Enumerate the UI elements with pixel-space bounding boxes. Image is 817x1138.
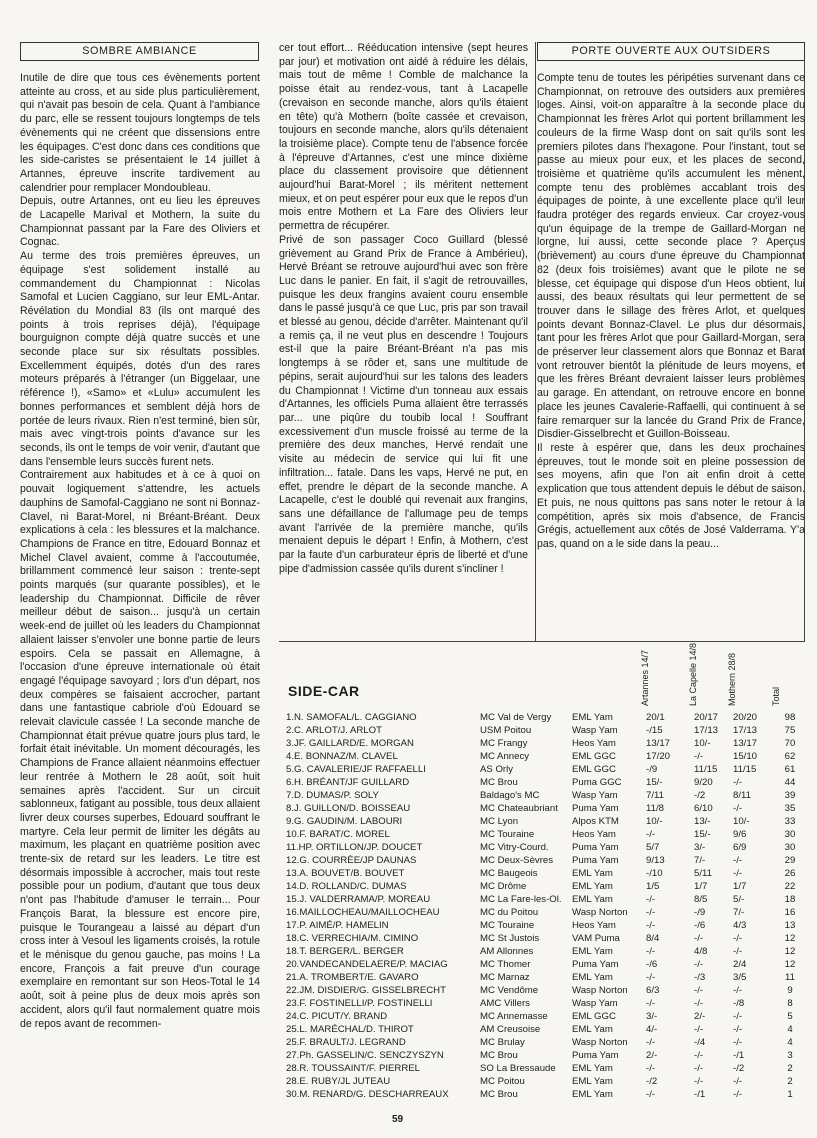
- result-mothern: 6/9: [733, 842, 747, 853]
- paragraph: cer tout effort... Rééducation intensive (sept heures par jour) et motivation ont aidé à réduire les délais, mais tout de même ! Comble de malchance la poisse était au rendez-vous, tant à Lacapelle (crevaison en seconde manche, alors qu'ils étaient en tête) qu'à Mothern (boîte cassée et crevaison, toujours en seconde manche, alors qu'ils détenaient la troisième place). Compte tenu de l'absence forcée à l'épreuve d'Artannes, c'est une mince dixième place du classement provisoire que détiennent aujourd'hui Barat-Morel ; ils méritent nettement mieux, et on peut espérer pour eux que le repos d'un mois entre Mothern et La Fare des Oliviers leur permettra de récupérer.: [279, 42, 528, 233]
- table-row: [286, 906, 806, 919]
- result-artannes: -/-: [646, 829, 656, 840]
- table-row: [286, 1088, 806, 1101]
- result-la-capelle: 4/8: [694, 946, 708, 957]
- club: MC La Fare-les-Ol.: [480, 894, 562, 905]
- result-mothern: 1/7: [733, 881, 747, 892]
- result-mothern: -/-: [733, 1037, 743, 1048]
- result-la-capelle: -/-: [694, 985, 704, 996]
- result-la-capelle: -/-: [694, 1076, 704, 1087]
- result-la-capelle: 3/-: [694, 842, 706, 853]
- result-la-capelle: -/-: [694, 998, 704, 1009]
- result-la-capelle: -/2: [694, 790, 706, 801]
- machine: Puma Yam: [572, 959, 619, 970]
- machine: Puma Yam: [572, 855, 619, 866]
- crew-names: 8.J. GUILLON/D. BOISSEAU: [286, 803, 411, 814]
- result-la-capelle: 5/11: [694, 868, 712, 879]
- table-row: [286, 776, 806, 789]
- machine: EML Yam: [572, 712, 613, 723]
- column-header-la-capelle: La Capelle 14/8: [688, 642, 698, 706]
- club: MC Vendôme: [480, 985, 539, 996]
- result-la-capelle: -/-: [694, 1063, 704, 1074]
- club: MC Poitou: [480, 1076, 525, 1087]
- crew-names: 24.C. PICUT/Y. BRAND: [286, 1011, 388, 1022]
- crew-names: 20.VANDECANDELAERE/P. MACIAG: [286, 959, 448, 970]
- result-mothern: 15/10: [733, 751, 758, 762]
- club: MC Lyon: [480, 816, 519, 827]
- result-mothern: 10/-: [733, 816, 750, 827]
- total-points: 35: [784, 803, 796, 814]
- table-row: [286, 841, 806, 854]
- result-mothern: 11/15: [733, 764, 757, 775]
- result-la-capelle: 1/7: [694, 881, 708, 892]
- table-row: [286, 789, 806, 802]
- paragraph: Depuis, outre Artannes, ont eu lieu les épreuves de Lacapelle Marival et Mothern, la suite du Championnat passant par la Fare des Oliviers et Cognac.: [20, 195, 260, 249]
- crew-names: 25.F. BRAULT/J. LEGRAND: [286, 1037, 406, 1048]
- machine: EML GGC: [572, 1011, 616, 1022]
- crew-names: 6.H. BRÉANT/JF GUILLARD: [286, 777, 410, 788]
- club: AM Creusoise: [480, 1024, 541, 1035]
- result-la-capelle: -/-: [694, 1024, 704, 1035]
- result-la-capelle: -/-: [694, 959, 704, 970]
- club: MC Vitry-Courd.: [480, 842, 549, 853]
- table-row: [286, 932, 806, 945]
- result-artannes: -/-: [646, 946, 656, 957]
- crew-names: 12.G. COURRÈE/JP DAUNAS: [286, 855, 417, 866]
- total-points: 2: [787, 1076, 793, 1087]
- club: MC Brou: [480, 1089, 518, 1100]
- club: MC Drôme: [480, 881, 527, 892]
- total-points: 62: [784, 751, 796, 762]
- total-points: 70: [784, 738, 796, 749]
- result-la-capelle: 2/-: [694, 1011, 706, 1022]
- club: SO La Bressaude: [480, 1063, 556, 1074]
- club: AS Orly: [480, 764, 514, 775]
- result-la-capelle: 15/-: [694, 829, 711, 840]
- middle-article-column: [279, 42, 528, 576]
- machine: Wasp Yam: [572, 790, 618, 801]
- crew-names: 16.MAILLOCHEAU/MAILLOCHEAU: [286, 907, 440, 918]
- club: MC Brou: [480, 777, 518, 788]
- result-artannes: 1/5: [646, 881, 660, 892]
- club: MC du Poitou: [480, 907, 539, 918]
- crew-names: 25.L. MARÉCHAL/D. THIROT: [286, 1024, 414, 1035]
- result-la-capelle: 11/15: [694, 764, 718, 775]
- machine: Wasp Yam: [572, 725, 618, 736]
- total-points: 30: [784, 842, 796, 853]
- right-article-column: [537, 42, 805, 552]
- result-mothern: -/-: [733, 985, 743, 996]
- table-row: [286, 828, 806, 841]
- result-artannes: -/6: [646, 959, 658, 970]
- crew-names: 21.A. TROMBERT/E. GAVARO: [286, 972, 419, 983]
- machine: VAM Puma: [572, 933, 620, 944]
- total-points: 44: [784, 777, 796, 788]
- table-row: [286, 763, 806, 776]
- results-table: [286, 711, 806, 1101]
- crew-names: 4.E. BONNAZ/M. CLAVEL: [286, 751, 398, 762]
- club: MC Frangy: [480, 738, 528, 749]
- total-points: 18: [784, 894, 796, 905]
- machine: Wasp Norton: [572, 1037, 628, 1048]
- result-mothern: -/-: [733, 946, 743, 957]
- result-mothern: -/-: [733, 1024, 743, 1035]
- crew-names: 28.E. RUBY/JL JUTEAU: [286, 1076, 391, 1087]
- crew-names: 7.D. DUMAS/P. SOLY: [286, 790, 379, 801]
- crew-names: 22.JM. DISDIER/G. GISSELBRECHT: [286, 985, 446, 996]
- crew-names: 30.M. RENARD/G. DESCHARREAUX: [286, 1089, 449, 1100]
- result-la-capelle: -/4: [694, 1037, 706, 1048]
- machine: Heos Yam: [572, 920, 616, 931]
- machine: EML Yam: [572, 972, 613, 983]
- table-top-rule: [279, 641, 805, 643]
- table-row: [286, 711, 806, 724]
- club: MC Val de Vergy: [480, 712, 552, 723]
- total-points: 3: [787, 1050, 793, 1061]
- result-artannes: -/10: [646, 868, 663, 879]
- table-row: [286, 737, 806, 750]
- section-heading-porte-ouverte: PORTE OUVERTE AUX OUTSIDERS: [537, 42, 805, 61]
- machine: EML Yam: [572, 1063, 613, 1074]
- paragraph: Compte tenu de toutes les péripéties survenant dans ce Championnat, on retrouve des outsiders aux premières loges. Ainsi, voit-on apparaître à la seconde place du Championnat les frères Arlot qui portent brillamment les couleurs de la firme Wasp dont on sait qu'ils sont les premiers pilotes dans l'hexagone. Pour l'instant, tout se passe au mieux pour eux, et les places de second, troisième et quatrième qu'ils accumulent les mènent, compte tenu des problèmes accablant trois des équipages de pointe, à une excellente place qu'il leur faudra protéger des regards envieux. Car croyez-vous qu'un équipage de la trempe de Gaillard-Morgan ne lorgne, lui aussi, cette seconde place ? Aperçus (brièvement) au cours d'une épreuve du Championnat 82 (deux fois troisièmes) avant que le pilote ne se blesse, cet équipage qui dispose d'un Heos obtient, lui aussi, des beaux résultats qui leur permettent de se trouver dans le sillage des frères Arlot, et quelques points devant Bonnaz-Clavel. Le plus dur désormais, tant pour les frères Arlot que pour Gaillard-Morgan, sera de préserver leur classement alors que Bonnaz et Barat vont retrouver bientôt la plénitude de leurs moyens, et que les frères Bréant devraient laisser leurs problèmes au garage. En attendant, on retrouve encore en bonne place les jeunes Cavalerie-Raffaelli, qui continuent à se faire remarquer sur la lancée du Grand Prix de France, Disdier-Gisselbrecht et Guillon-Boisseau.: [537, 72, 805, 441]
- total-points: 39: [784, 790, 796, 801]
- result-la-capelle: 17/13: [694, 725, 719, 736]
- table-row: [286, 1075, 806, 1088]
- result-mothern: -/-: [733, 933, 743, 944]
- table-row: [286, 971, 806, 984]
- result-artannes: 9/13: [646, 855, 665, 866]
- table-row: [286, 945, 806, 958]
- result-artannes: -/-: [646, 972, 656, 983]
- result-artannes: -/-: [646, 1063, 656, 1074]
- table-row: [286, 1049, 806, 1062]
- column-header-artannes: Artannes 14/7: [640, 649, 650, 706]
- result-artannes: -/15: [646, 725, 663, 736]
- club: MC Touraine: [480, 920, 535, 931]
- total-points: 9: [787, 985, 793, 996]
- result-artannes: -/-: [646, 1037, 656, 1048]
- total-points: 22: [784, 881, 796, 892]
- result-artannes: -/-: [646, 907, 656, 918]
- result-artannes: 15/-: [646, 777, 663, 788]
- paragraph: Au terme des trois premières épreuves, un équipage s'est solidement installé au commandement du Championnat : Nicolas Samofal et Lucien Caggiano, sur leur EML-Antar. Révélation du Mondial 83 (ils ont marqué des points à trois reprises déjà), l'équipage bourguignon compte déjà quatre succès et une seconde place sur six résultats possibles. Excellemment équipés, dotés d'un des rares moteurs préparés à l'étranger (un Biggelaar, une référence !), «Samo» et «Lulu» accumulent les bonnes performances et semblent déjà hors de portée de leurs rivaux. Rien n'est terminé, bien sûr, mais avec vingt-trois points d'avance sur les seconds, ils ont le temps de voir venir, d'autant que dans l'ensemble leurs succès furent nets.: [20, 250, 260, 468]
- result-artannes: 13/17: [646, 738, 671, 749]
- result-artannes: -/-: [646, 920, 656, 931]
- result-la-capelle: -/6: [694, 920, 706, 931]
- total-points: 4: [787, 1037, 793, 1048]
- total-points: 98: [784, 712, 796, 723]
- total-points: 4: [787, 1024, 793, 1035]
- paragraph: Il reste à espérer que, dans les deux prochaines épreuves, tout le monde soit en pleine possession de ses moyens, afin que l'on ait enfin droit à cette explication que tous attendent depuis le début de saison. Et puis, ne nous quittons pas sans noter le retour à la compétition, après six mois d'absence, de Francis Grégis, actuellement aux côtés de José Valderrama. Y'a pas, quand on a le side dans la peau...: [537, 441, 805, 550]
- column-header-mothern: Mothern 28/8: [727, 652, 737, 706]
- club: MC St Justois: [480, 933, 540, 944]
- crew-names: 14.D. ROLLAND/C. DUMAS: [286, 881, 407, 892]
- crew-names: 9.G. GAUDIN/M. LABOURI: [286, 816, 403, 827]
- column-header-total: Total: [771, 686, 781, 706]
- crew-names: 10.F. BARAT/C. MOREL: [286, 829, 390, 840]
- result-artannes: 6/3: [646, 985, 660, 996]
- club: MC Brou: [480, 1050, 518, 1061]
- result-la-capelle: -/-: [694, 1050, 704, 1061]
- club: MC Baugeois: [480, 868, 538, 879]
- left-article-column: [20, 42, 260, 1031]
- total-points: 2: [787, 1063, 793, 1074]
- section-heading-sombre-ambiance: SOMBRE AMBIANCE: [20, 42, 259, 61]
- result-mothern: -/-: [733, 855, 743, 866]
- total-points: 8: [787, 998, 793, 1009]
- table-row: [286, 1023, 806, 1036]
- total-points: 13: [784, 920, 796, 931]
- result-la-capelle: -/3: [694, 972, 706, 983]
- machine: EML Yam: [572, 868, 613, 879]
- crew-names: 28.R. TOUSSAINT/F. PIERREL: [286, 1063, 420, 1074]
- result-la-capelle: -/-: [694, 751, 704, 762]
- machine: EML Yam: [572, 881, 613, 892]
- club: Baldago's MC: [480, 790, 540, 801]
- paragraph: Privé de son passager Coco Guillard (blessé grièvement au Grand Prix de France à Ambérieu), Hervé Bréant se retrouve aujourd'hui avec son frère Luc dans le panier. En fait, il s'agit de retrouvailles, puisque les deux frangins avaient couru ensemble dans le passé jusqu'à ce que Luc, pris par son travail et blessé au genou, décide d'arrêter. Maintenant qu'il a remis ça, il ne veut plus en descendre ! Toujours est-il que la paire Bréant-Bréant n'a pas mis longtemps à se rôder et, sans une multitude de pépins, serait aujourd'hui sur les talons des leaders du Championnat ! Victime d'un tonneau aux essais d'Artannes, les officiels Puma allaient être terrassés par... une piqûre du toubib local ! Souffrant excessivement d'un muscle froissé au terme de la première des deux manches, Hervé rendait une visite au médecin de service qui lui fit une infiltration... fatale. Dans les vaps, Hervé ne put, en effet, prendre le départ de la seconde manche. A Lacapelle, c'est le doublé qui revenait aux frangins, sans une défaillance de l'allumage peu de temps avant l'arrivée de la première manche, qu'ils menaient depuis le départ ! Enfin, à Mothern, c'est par la faute d'un carburateur épris de liberté et d'une pipe d'admission cassée qu'ils durent s'incliner !: [279, 233, 528, 575]
- result-mothern: -/8: [733, 998, 745, 1009]
- crew-names: 18.T. BERGER/L. BERGER: [286, 946, 404, 957]
- table-row: [286, 750, 806, 763]
- table-row: [286, 867, 806, 880]
- result-la-capelle: -/1: [694, 1089, 706, 1100]
- crew-names: 1.N. SAMOFAL/L. CAGGIANO: [286, 712, 417, 723]
- table-row: [286, 1010, 806, 1023]
- table-row: [286, 854, 806, 867]
- table-row: [286, 815, 806, 828]
- table-row: [286, 724, 806, 737]
- result-mothern: 9/6: [733, 829, 747, 840]
- table-row: [286, 1062, 806, 1075]
- result-mothern: -/-: [733, 1076, 743, 1087]
- total-points: 26: [784, 868, 796, 879]
- club: MC Chateaubriant: [480, 803, 558, 814]
- result-mothern: -/2: [733, 1063, 745, 1074]
- total-points: 11: [785, 972, 795, 983]
- result-la-capelle: 7/-: [694, 855, 706, 866]
- result-mothern: 5/-: [733, 894, 745, 905]
- machine: EML GGC: [572, 764, 616, 775]
- club: MC Marnaz: [480, 972, 530, 983]
- machine: Heos Yam: [572, 829, 616, 840]
- crew-names: 17.P. AIMÉ/P. HAMELIN: [286, 920, 389, 931]
- result-la-capelle: 8/5: [694, 894, 708, 905]
- result-artannes: 7/11: [646, 790, 664, 801]
- machine: Wasp Norton: [572, 985, 628, 996]
- result-mothern: 17/13: [733, 725, 758, 736]
- result-mothern: -/-: [733, 777, 743, 788]
- total-points: 12: [784, 959, 796, 970]
- result-la-capelle: 13/-: [694, 816, 711, 827]
- total-points: 33: [784, 816, 796, 827]
- total-points: 12: [784, 946, 796, 957]
- total-points: 75: [784, 725, 796, 736]
- result-la-capelle: 6/10: [694, 803, 713, 814]
- club: MC Touraine: [480, 829, 535, 840]
- crew-names: 23.F. FOSTINELLI/P. FOSTINELLI: [286, 998, 433, 1009]
- result-mothern: -/-: [733, 868, 743, 879]
- result-la-capelle: -/-: [694, 933, 704, 944]
- machine: Wasp Norton: [572, 907, 628, 918]
- result-mothern: 4/3: [733, 920, 747, 931]
- result-mothern: 2/4: [733, 959, 747, 970]
- crew-names: 18.C. VERRECHIA/M. CIMINO: [286, 933, 419, 944]
- result-mothern: 3/5: [733, 972, 747, 983]
- club: MC Brulay: [480, 1037, 525, 1048]
- result-artannes: 3/-: [646, 1011, 658, 1022]
- total-points: 1: [787, 1089, 793, 1100]
- machine: Puma Yam: [572, 803, 619, 814]
- result-mothern: 20/20: [733, 712, 758, 723]
- machine: Alpos KTM: [572, 816, 619, 827]
- club: AM Allonnes: [480, 946, 534, 957]
- table-row: [286, 893, 806, 906]
- table-row: [286, 984, 806, 997]
- page-number: 59: [392, 1114, 404, 1125]
- result-artannes: 10/-: [646, 816, 663, 827]
- crew-names: 27.Ph. GASSELIN/C. SENCZYSZYN: [286, 1050, 444, 1061]
- result-artannes: 5/7: [646, 842, 660, 853]
- result-artannes: 17/20: [646, 751, 671, 762]
- machine: EML Yam: [572, 1089, 613, 1100]
- table-row: [286, 919, 806, 932]
- paragraph: Contrairement aux habitudes et à ce à quoi on pouvait logiquement s'attendre, les actuels dauphins de Samofal-Caggiano ne sont ni Bonnaz-Clavel, ni Barat-Morel, ni Bréant-Bréant. Deux explications à cela : les blessures et la malchance. Champions de France en titre, Edouard Bonnaz et Michel Clavel avaient, comme à l'accoutumée, brillamment commencé leur saison : trente-sept points marqués (sur quarante possibles), et le leadership du Championnat. Difficile de rêver meilleur début de saison... jusqu'à un certain week-end de juillet où les leaders du Championnat allaient laisser s'envoler une bonne partie de leurs espoirs. Cela se passait en Allemagne, à l'occasion d'une épreuve internationale où était engagé l'équipage savoyard ; lors d'un départ, nos deux compères se faisaient accrocher, partant dans une fantastique cabriole d'où Edouard se relevait clavicule cassée ! La seconde manche de Championnat était prévue quatre jours plus tard, le forfait était inévitable. Un moment découragés, les Champions de France allaient néanmoins effectuer leur rentrée à Mothern le 28 août, soit huit semaines après l'accident. Sur un circuit sablonneux, fatigant au possible, tous deux allaient livrer deux courses superbes, Edouard souffrant le martyre. Cela leur permit de limiter les dégâts au maximum, les plaçant en quatrième position avec trente-six de retard sur les leaders. Le titre est désormais impossible à accrocher, mais tout reste possible pour un podium, d'autant que tous deux n'ont pas l'habitude d'amuser le terrain... Pour François Barat, la blessure est encore pire, puisque le Tourangeau a laissé au départ d'un cross inter à Vesoul les ligaments croisés, la rotule et le ménisque du genou gauche, pas moins ! La encore, François a fait preuve d'un courage exemplaire en remontant sur son Heos-Total le 14 août, soit à peine plus de deux mois après son accident, alors qu'il faut normalement quatre mois de repos avant de recommen-: [20, 469, 260, 1030]
- machine: Puma Yam: [572, 1050, 619, 1061]
- result-la-capelle: 10/-: [694, 738, 711, 749]
- machine: EML Yam: [572, 1024, 613, 1035]
- result-artannes: -/-: [646, 1089, 656, 1100]
- result-la-capelle: 20/17: [694, 712, 719, 723]
- result-mothern: -/1: [733, 1050, 745, 1061]
- result-artannes: -/9: [646, 764, 658, 775]
- table-row: [286, 997, 806, 1010]
- result-la-capelle: 9/20: [694, 777, 713, 788]
- result-mothern: -/-: [733, 803, 743, 814]
- club: MC Annecy: [480, 751, 530, 762]
- result-mothern: 8/11: [733, 790, 751, 801]
- result-artannes: -/-: [646, 998, 656, 1009]
- result-artannes: 2/-: [646, 1050, 658, 1061]
- total-points: 12: [784, 933, 796, 944]
- club: USM Poitou: [480, 725, 532, 736]
- crew-names: 11.HP. ORTILLON/JP. DOUCET: [286, 842, 423, 853]
- paragraph: Inutile de dire que tous ces évènements portent atteinte au cross, et au side plus particulièrement, qui n'avait pas besoin de cela. Quant à l'ambiance du parc, elle se ressent toujours longtemps de tels évènements qui ne créent que dissensions entre les équipages. C'est donc dans ces conditions que les side-caristes se présentaient le 14 juillet à Artannes, épreuve inscrite tardivement au calendrier pour remplacer Mondoubleau.: [20, 72, 260, 194]
- result-mothern: 13/17: [733, 738, 758, 749]
- result-mothern: 7/-: [733, 907, 745, 918]
- result-mothern: -/-: [733, 1011, 743, 1022]
- club: AMC Villers: [480, 998, 530, 1009]
- table-title: SIDE-CAR: [288, 683, 360, 699]
- result-artannes: 11/8: [646, 803, 664, 814]
- crew-names: 13.A. BOUVET/B. BOUVET: [286, 868, 405, 879]
- crew-names: 15.J. VALDERRAMA/P. MOREAU: [286, 894, 431, 905]
- machine: Wasp Yam: [572, 998, 618, 1009]
- result-artannes: -/2: [646, 1076, 658, 1087]
- total-points: 29: [784, 855, 796, 866]
- machine: EML Yam: [572, 1076, 613, 1087]
- club: MC Deux-Sèvres: [480, 855, 554, 866]
- result-artannes: 20/1: [646, 712, 665, 723]
- machine: EML Yam: [572, 894, 613, 905]
- result-artannes: 4/-: [646, 1024, 658, 1035]
- total-points: 61: [784, 764, 796, 775]
- club: MC Annemasse: [480, 1011, 548, 1022]
- crew-names: 3.JF. GAILLARD/E. MORGAN: [286, 738, 414, 749]
- club: MC Thomer: [480, 959, 531, 970]
- machine: Puma GGC: [572, 777, 622, 788]
- machine: Puma Yam: [572, 842, 619, 853]
- table-row: [286, 1036, 806, 1049]
- result-artannes: 8/4: [646, 933, 660, 944]
- result-artannes: -/-: [646, 894, 656, 905]
- total-points: 30: [784, 829, 796, 840]
- machine: EML Yam: [572, 946, 613, 957]
- total-points: 16: [784, 907, 796, 918]
- machine: EML GGC: [572, 751, 616, 762]
- table-row: [286, 802, 806, 815]
- result-mothern: -/-: [733, 1089, 743, 1100]
- crew-names: 5.G. CAVALERIE/JF RAFFAELLI: [286, 764, 426, 775]
- machine: Heos Yam: [572, 738, 616, 749]
- table-row: [286, 880, 806, 893]
- crew-names: 2.C. ARLOT/J. ARLOT: [286, 725, 382, 736]
- table-row: [286, 958, 806, 971]
- result-la-capelle: -/9: [694, 907, 706, 918]
- total-points: 5: [787, 1011, 793, 1022]
